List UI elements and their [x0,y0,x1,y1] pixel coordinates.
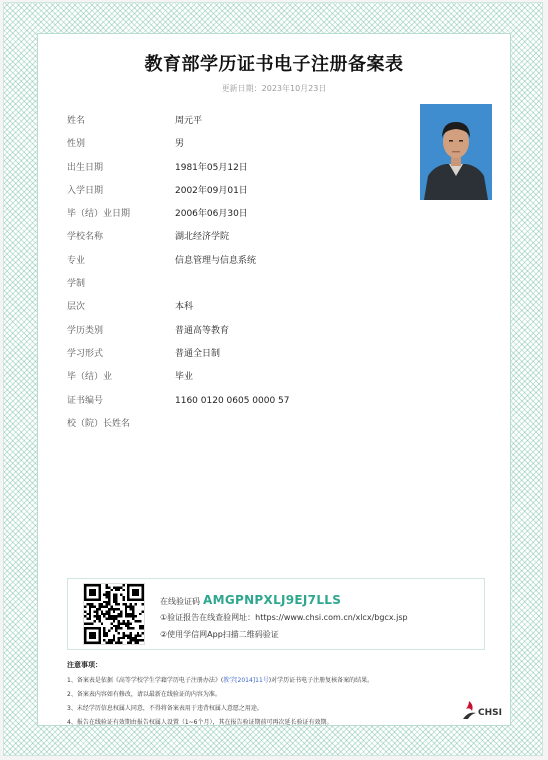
field-label: 证书编号 [67,395,104,406]
verification-box [67,578,485,650]
student-photo [420,104,492,200]
note-text: )对学历证书电子注册复核备案的结果。 [268,677,374,684]
notes-section [67,660,457,726]
regulation-link[interactable]: 教学[2014]11号 [223,677,269,684]
field-row-duration [67,273,397,296]
field-label: 姓名 [67,116,86,126]
field-label: 学习形式 [67,348,104,359]
field-label: 专业 [67,255,86,266]
field-label: 出生日期 [67,162,104,173]
portrait-image [420,104,492,200]
field-row-graduation-date [67,203,397,226]
field-label: 学制 [67,279,86,290]
field-row-gender [67,133,397,156]
field-row-name [67,110,397,133]
chsi-logo-icon [460,699,478,721]
notes-title: 注意事项： [67,661,102,669]
field-value: 男 [175,139,185,150]
field-row-birth-date [67,157,397,180]
field-row-certificate-number [67,390,397,413]
verification-app-line: ②使用学信网App扫描二维码验证 [160,630,279,639]
field-value: 本科 [175,302,194,313]
info-fields [67,110,397,436]
field-label: 校（院）长姓名 [67,418,131,429]
verification-code-label: 在线验证码 [160,597,200,606]
field-value: 信息管理与信息系统 [175,255,257,266]
field-row-completion [67,366,397,389]
field-row-school [67,226,397,249]
field-row-level [67,296,397,319]
field-row-study-mode [67,343,397,366]
field-value: 湖北经济学院 [175,232,230,243]
field-value: 1981年05月12日 [175,162,248,173]
chsi-logo-text: CHSI [478,708,502,718]
certificate-body [37,33,511,726]
field-value: 普通高等教育 [175,325,230,336]
field-value: 毕业 [175,372,194,383]
qr-code-image [84,584,144,644]
note-item-4: 4、报告在线验证有效期由报告权属人设置（1~6个月），其在报告验证期前可再次延长验证有效期。 [67,719,333,726]
field-value: 1160 0120 0605 0000 57 [175,395,290,406]
field-label: 层次 [67,302,86,313]
qr-code-icon[interactable] [83,583,145,645]
field-label: 学历类别 [67,325,104,336]
update-date: 更新日期：2023年10月23日 [221,84,327,93]
field-value: 普通全日制 [175,348,221,359]
field-value: 周元平 [175,116,203,126]
verification-code: AMGPNPXLJ9EJ7LLS [203,593,342,607]
field-label: 学校名称 [67,232,104,243]
field-label: 毕（结）业 [67,372,113,383]
field-row-major [67,250,397,273]
note-text: 1、备案表是依据《高等学校学生学籍学历电子注册办法》( [67,677,224,684]
note-item-3: 3、未经学历信息权属人同意，不得将备案表用于违背权属人意愿之用途。 [67,705,263,712]
document-title: 教育部学历证书电子注册备案表 [144,54,404,75]
certificate-border [3,2,543,756]
field-value: 2002年09月01日 [175,185,248,196]
verification-code-line [160,593,341,607]
field-value: 2006年06月30日 [175,209,248,220]
field-label: 性别 [67,139,86,150]
chsi-logo [460,699,508,723]
note-item-2: 2、备案表内容如有修改，请以最新在线验证的内容为准。 [67,691,221,698]
field-label: 毕（结）业日期 [67,209,131,220]
field-row-enroll-date [67,180,397,203]
note-item-1 [67,675,457,684]
field-row-president-name [67,413,397,436]
verification-url-line: ①验证报告在线查验网址：https://www.chsi.com.cn/xlcx/bgcx.jsp [160,613,408,622]
field-row-education-type [67,320,397,343]
field-label: 入学日期 [67,185,104,196]
